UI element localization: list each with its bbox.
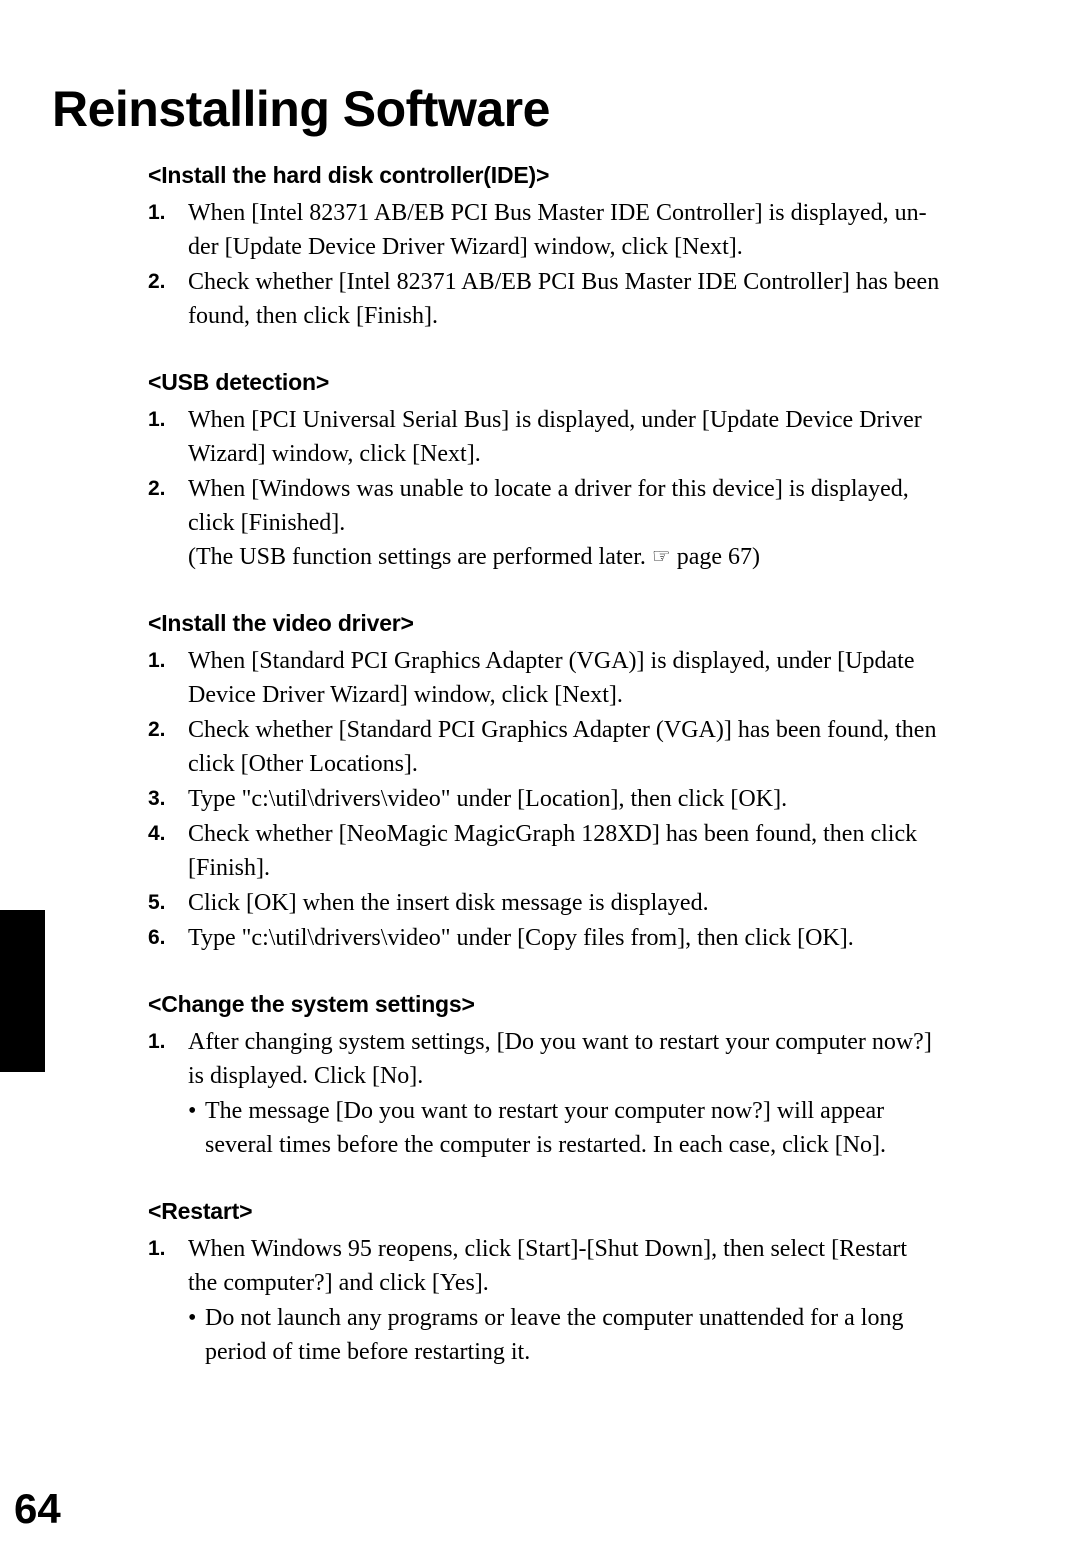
step-line-last: the computer?] and click [Yes]. [188, 1270, 489, 1296]
cross-reference-suffix: page 67) [670, 544, 760, 570]
step-text [188, 472, 1020, 574]
step-text [188, 403, 1020, 471]
step-line-last: found, then click [Finish]. [188, 303, 438, 329]
step-number: 6. [148, 926, 166, 949]
section-heading: <Install the hard disk controller(IDE)> [148, 162, 550, 188]
step-number: 1. [148, 1237, 166, 1260]
step-number: 3. [148, 787, 166, 810]
step-line: Check whether [Intel 82371 AB/EB PCI Bus Master IDE Controller] has been [188, 269, 940, 295]
bullet-line: Do not launch any programs or leave the computer unattended for a long [205, 1305, 904, 1331]
step-text [188, 196, 1020, 264]
step-text [188, 782, 1020, 816]
step-line: When [Windows was unable to locate a driver for this device] is displayed, [188, 476, 909, 502]
page-number: 64 [14, 1485, 61, 1532]
step-line-last: Wizard] window, click [Next]. [188, 441, 481, 467]
step-text [188, 265, 1020, 333]
step-line: When [PCI Universal Serial Bus] is displayed, under [Update Device Driver [188, 407, 922, 433]
pointing-hand-icon: ☞ [651, 544, 671, 568]
document-content [148, 160, 1020, 1369]
step-line: When Windows 95 reopens, click [Start]-[Shut Down], then select [Restart [188, 1236, 908, 1262]
step-line-last: is displayed. Click [No]. [188, 1063, 424, 1089]
section-restart [148, 1196, 1020, 1369]
step-number: 2. [148, 270, 166, 293]
step-item [148, 265, 1020, 333]
step-text [188, 713, 1020, 781]
step-text [188, 886, 1020, 920]
step-line-last: der [Update Device Driver Wizard] window, click [Next]. [188, 234, 743, 260]
bullet-text [205, 1301, 1020, 1369]
edge-thumb-tab [0, 910, 45, 1072]
step-number: 5. [148, 891, 166, 914]
step-text [188, 817, 1020, 885]
bullet-line: The message [Do you want to restart your computer now?] will appear [205, 1098, 885, 1124]
section-heading: <USB detection> [148, 369, 330, 395]
step-line-last: Type "c:\util\drivers\video" under [Location], then click [OK]. [188, 786, 788, 812]
bullet-text [205, 1094, 1020, 1162]
step-text [188, 921, 1020, 955]
bullet-item [188, 1094, 1020, 1162]
step-item [148, 1025, 1020, 1093]
step-line-last: Device Driver Wizard] window, click [Next]. [188, 682, 623, 708]
step-item [148, 886, 1020, 920]
section-heading: <Restart> [148, 1198, 253, 1224]
section-change-system-settings [148, 989, 1020, 1162]
section-heading: <Change the system settings> [148, 991, 475, 1017]
step-number: 2. [148, 477, 166, 500]
step-line-last: [Finish]. [188, 855, 271, 881]
section-install-hard-disk-controller [148, 160, 1020, 333]
bullet-item [188, 1301, 1020, 1369]
step-item [148, 817, 1020, 885]
step-item [148, 1232, 1020, 1300]
step-item [148, 403, 1020, 471]
bullet-line-last: several times before the computer is restarted. In each case, click [No]. [205, 1132, 887, 1158]
bullet-marker: • [188, 1098, 197, 1124]
step-number: 1. [148, 408, 166, 431]
step-number: 1. [148, 649, 166, 672]
step-text [188, 1025, 1020, 1093]
page-title: Reinstalling Software [52, 80, 550, 137]
step-item [148, 782, 1020, 816]
step-item [148, 196, 1020, 264]
section-install-video-driver [148, 608, 1020, 955]
bullet-line-last: period of time before restarting it. [205, 1339, 531, 1365]
step-line: Check whether [Standard PCI Graphics Adapter (VGA)] has been found, then [188, 717, 937, 743]
step-item [148, 644, 1020, 712]
step-line-last: click [Other Locations]. [188, 751, 418, 777]
step-line-last: Click [OK] when the insert disk message is displayed. [188, 890, 709, 916]
step-number: 1. [148, 1030, 166, 1053]
step-line-last: click [Finished]. [188, 510, 346, 536]
step-cross-reference [188, 540, 1020, 574]
step-text [188, 644, 1020, 712]
step-line-last: Type "c:\util\drivers\video" under [Copy files from], then click [OK]. [188, 925, 854, 951]
step-line: Check whether [NeoMagic MagicGraph 128XD] has been found, then click [188, 821, 918, 847]
step-line: When [Standard PCI Graphics Adapter (VGA)] is displayed, under [Update [188, 648, 915, 674]
step-item [148, 921, 1020, 955]
step-item [148, 713, 1020, 781]
step-number: 2. [148, 718, 166, 741]
step-line: When [Intel 82371 AB/EB PCI Bus Master IDE Controller] is displayed, un- [188, 200, 927, 226]
step-line: After changing system settings, [Do you want to restart your computer now?] [188, 1029, 932, 1055]
section-usb-detection [148, 367, 1020, 574]
step-number: 4. [148, 822, 166, 845]
section-heading: <Install the video driver> [148, 610, 414, 636]
cross-reference-prefix: (The USB function settings are performed later. [188, 544, 652, 570]
step-number: 1. [148, 201, 166, 224]
step-text [188, 1232, 1020, 1300]
bullet-marker: • [188, 1305, 197, 1331]
step-item [148, 472, 1020, 574]
